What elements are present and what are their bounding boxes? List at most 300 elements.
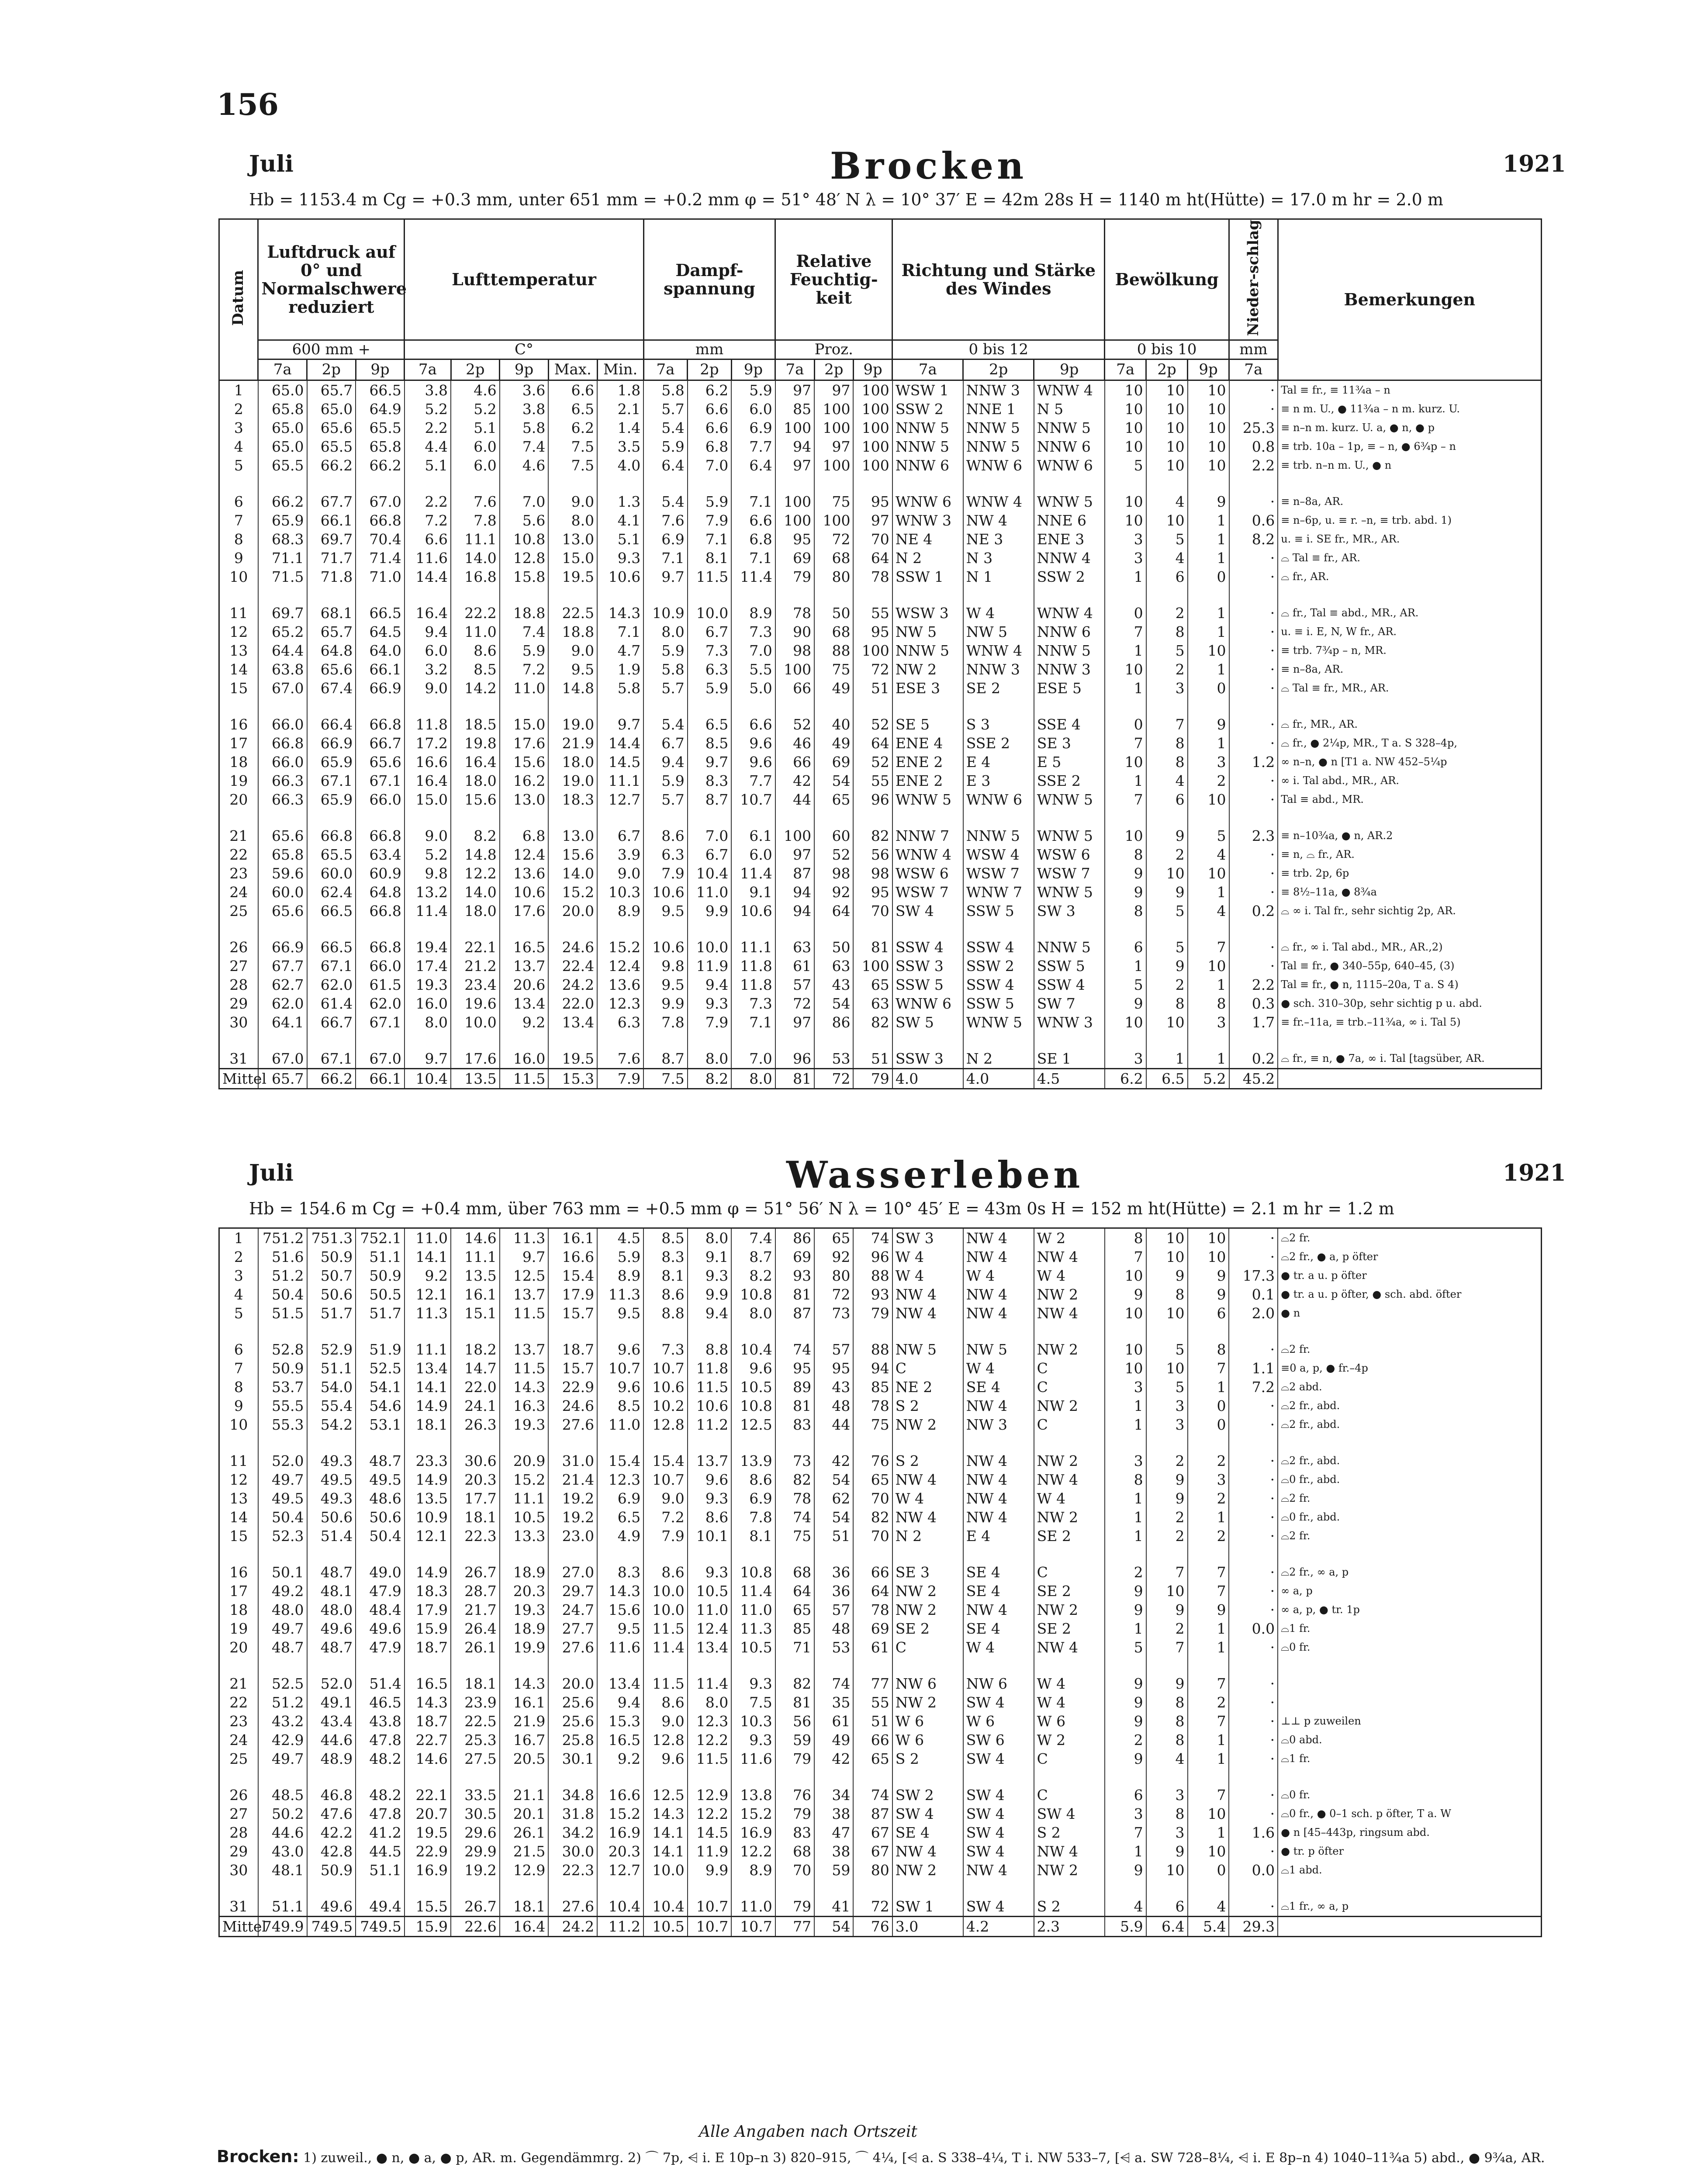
value-cell: 29.3 xyxy=(1229,1917,1278,1937)
dampf-unit: mm xyxy=(643,340,775,359)
value-cell: 8.0 xyxy=(643,622,688,641)
value-cell: 66.5 xyxy=(356,604,405,622)
value-cell: 14.3 xyxy=(500,1674,549,1693)
value-cell: 65 xyxy=(853,975,892,994)
value-cell: 9.0 xyxy=(643,1489,688,1508)
value-cell: 100 xyxy=(775,826,814,845)
remark-cell: ● tr. a u. p öfter, ● sch. abd. öfter xyxy=(1278,1285,1541,1304)
table-row xyxy=(219,975,1542,994)
value-cell: 6.1 xyxy=(731,826,775,845)
value-cell: 95 xyxy=(853,492,892,511)
value-cell: 69 xyxy=(853,1619,892,1638)
value-cell: NNE 6 xyxy=(1034,511,1105,530)
value-cell: NW 4 xyxy=(963,1600,1034,1619)
remark-cell: ⌓2 fr., abd. xyxy=(1278,1451,1541,1470)
value-cell: SSW 2 xyxy=(963,957,1034,975)
value-cell: 14.7 xyxy=(451,1359,500,1378)
value-cell: 11.1 xyxy=(597,771,643,790)
value-cell: 11.8 xyxy=(731,975,775,994)
value-cell: 7 xyxy=(219,511,258,530)
value-cell: NW 4 xyxy=(892,1304,963,1323)
value-cell: 36 xyxy=(814,1582,853,1600)
value-cell: 2 xyxy=(1146,1527,1188,1545)
value-cell: 1 xyxy=(1105,1489,1146,1508)
value-cell: 10 xyxy=(1146,380,1188,400)
value-cell: 26.1 xyxy=(451,1638,500,1657)
value-cell: 77 xyxy=(775,1917,814,1937)
remark-cell: ≡0 a, p, ● fr.–4p xyxy=(1278,1359,1541,1378)
value-cell: 67.0 xyxy=(258,1049,307,1069)
value-cell: 48.6 xyxy=(356,1489,405,1508)
value-cell: 9 xyxy=(1146,826,1188,845)
value-cell: 63 xyxy=(814,957,853,975)
value-cell: 8.1 xyxy=(688,549,732,567)
value-cell: 100 xyxy=(775,660,814,679)
value-cell: 7.5 xyxy=(548,437,597,456)
value-cell: 8.7 xyxy=(643,1049,688,1069)
value-cell: 9 xyxy=(1105,883,1146,902)
bewoelkung-unit: 0 bis 10 xyxy=(1105,340,1229,359)
value-cell: 4 xyxy=(1146,549,1188,567)
value-cell: 90 xyxy=(775,622,814,641)
table-row xyxy=(219,1228,1542,1248)
value-cell: 1 xyxy=(1105,957,1146,975)
value-cell: 10 xyxy=(1146,1304,1188,1323)
value-cell: 52 xyxy=(814,845,853,864)
value-cell: 10 xyxy=(1146,864,1188,883)
value-cell: 22.7 xyxy=(405,1731,451,1749)
value-cell: 25.3 xyxy=(1229,418,1278,437)
value-cell: 7.5 xyxy=(731,1693,775,1712)
value-cell: 3 xyxy=(1105,530,1146,549)
value-cell: 66.8 xyxy=(356,511,405,530)
table-row xyxy=(219,1897,1542,1917)
value-cell: · xyxy=(1229,1842,1278,1861)
value-cell: SSW 1 xyxy=(892,567,963,586)
value-cell: 12.5 xyxy=(643,1786,688,1804)
value-cell: 6.8 xyxy=(731,530,775,549)
obs-2p: 2p xyxy=(963,359,1034,380)
value-cell: 66.4 xyxy=(307,715,356,734)
value-cell: 12.4 xyxy=(597,957,643,975)
value-cell: 77 xyxy=(853,1674,892,1693)
value-cell: 60.9 xyxy=(356,864,405,883)
obs-7a: 7a xyxy=(643,359,688,380)
value-cell: 16.0 xyxy=(500,1049,549,1069)
value-cell: · xyxy=(1229,790,1278,809)
value-cell: 17.6 xyxy=(500,902,549,920)
table-row xyxy=(219,1749,1542,1768)
value-cell: 18.0 xyxy=(548,753,597,771)
value-cell: 20.7 xyxy=(405,1804,451,1823)
value-cell: NW 5 xyxy=(963,1340,1034,1359)
value-cell: 8.5 xyxy=(643,1228,688,1248)
value-cell: 29 xyxy=(219,994,258,1013)
value-cell: 11.0 xyxy=(688,883,732,902)
value-cell: N 2 xyxy=(963,1049,1034,1069)
value-cell: 8.2 xyxy=(1229,530,1278,549)
value-cell: 7.9 xyxy=(688,1013,732,1032)
value-cell: 5.6 xyxy=(500,511,549,530)
value-cell: 22.5 xyxy=(548,604,597,622)
value-cell: 751.3 xyxy=(307,1228,356,1248)
value-cell: 22.1 xyxy=(405,1786,451,1804)
value-cell: 100 xyxy=(775,418,814,437)
value-cell: 7.1 xyxy=(643,549,688,567)
value-cell: 8.6 xyxy=(643,1563,688,1582)
value-cell: 3.8 xyxy=(405,380,451,400)
value-cell: 10 xyxy=(1105,1266,1146,1285)
wasserleben-station-meta: Hb = 154.6 m Cg = +0.4 mm, über 763 mm = +0.5 mm φ = 51° 56′ N λ = 10° 45′ E = 43m 0s H = 152 m ht(Hütte) = 2.1 m hr = 1.2 m xyxy=(249,1199,1394,1218)
value-cell: 10 xyxy=(219,1415,258,1434)
value-cell: 82 xyxy=(853,1508,892,1527)
value-cell: NW 4 xyxy=(1034,1248,1105,1266)
value-cell: 67.4 xyxy=(307,679,356,698)
value-cell: 0 xyxy=(1188,1396,1229,1415)
value-cell: 74 xyxy=(775,1508,814,1527)
value-cell: SW 4 xyxy=(1034,1804,1105,1823)
value-cell: 14.4 xyxy=(597,734,643,753)
value-cell: 54.0 xyxy=(307,1378,356,1396)
value-cell: 752.1 xyxy=(356,1228,405,1248)
value-cell: 3 xyxy=(1146,1823,1188,1842)
value-cell: 42.9 xyxy=(258,1731,307,1749)
value-cell: 1 xyxy=(1105,1527,1146,1545)
value-cell: 63 xyxy=(775,938,814,957)
value-cell: WNW 5 xyxy=(1034,790,1105,809)
value-cell: 61 xyxy=(853,1638,892,1657)
value-cell: 7 xyxy=(1105,1248,1146,1266)
value-cell: 9.9 xyxy=(688,1285,732,1304)
value-cell: 8.9 xyxy=(597,1266,643,1285)
value-cell: 8 xyxy=(1146,994,1188,1013)
value-cell: 14.0 xyxy=(451,549,500,567)
value-cell: 20.0 xyxy=(548,902,597,920)
value-cell: 9.2 xyxy=(405,1266,451,1285)
value-cell: 38 xyxy=(814,1804,853,1823)
value-cell: 62 xyxy=(814,1489,853,1508)
value-cell: 1 xyxy=(1105,1415,1146,1434)
value-cell: 6.6 xyxy=(731,511,775,530)
value-cell: 8.2 xyxy=(451,826,500,845)
value-cell: 13.5 xyxy=(405,1489,451,1508)
value-cell: 5 xyxy=(1105,1638,1146,1657)
feuchte-unit: Proz. xyxy=(775,340,892,359)
remark-cell: ⌓0 fr. xyxy=(1278,1638,1541,1657)
value-cell: 0.0 xyxy=(1229,1619,1278,1638)
value-cell: 1 xyxy=(1146,1049,1188,1069)
remark-cell: Tal ≡ fr., ● n, 1115–20a, T a. S 4) xyxy=(1278,975,1541,994)
value-cell: 65.0 xyxy=(258,418,307,437)
value-cell: 11.9 xyxy=(688,957,732,975)
value-cell: 9 xyxy=(1105,994,1146,1013)
col-wind-header: Richtung und Stärke des Windes xyxy=(892,219,1105,340)
value-cell: 7 xyxy=(1188,1359,1229,1378)
value-cell: 66.2 xyxy=(258,492,307,511)
value-cell: 5.2 xyxy=(1188,1069,1229,1089)
value-cell: 60.0 xyxy=(307,864,356,883)
value-cell: 5.2 xyxy=(405,845,451,864)
value-cell: 44.6 xyxy=(307,1731,356,1749)
value-cell: 1 xyxy=(1105,679,1146,698)
value-cell: 9 xyxy=(1105,1285,1146,1304)
value-cell: 8.9 xyxy=(731,1861,775,1880)
value-cell: 8.0 xyxy=(688,1693,732,1712)
value-cell: 12.5 xyxy=(731,1415,775,1434)
value-cell: S 2 xyxy=(892,1749,963,1768)
value-cell: 36 xyxy=(814,1563,853,1582)
value-cell: 18.2 xyxy=(451,1340,500,1359)
value-cell: 10.7 xyxy=(731,790,775,809)
value-cell: W 4 xyxy=(892,1266,963,1285)
remark-cell: ∞ a, p xyxy=(1278,1582,1541,1600)
value-cell: N 5 xyxy=(1034,400,1105,418)
value-cell: 87 xyxy=(853,1804,892,1823)
value-cell: 62.0 xyxy=(356,994,405,1013)
value-cell: 18.1 xyxy=(500,1897,549,1917)
value-cell: 11.4 xyxy=(731,567,775,586)
value-cell: 26 xyxy=(219,938,258,957)
value-cell: 69 xyxy=(814,753,853,771)
value-cell: 11.4 xyxy=(731,864,775,883)
value-cell: NW 2 xyxy=(1034,1600,1105,1619)
value-cell: 9 xyxy=(1105,1749,1146,1768)
value-cell: NNW 5 xyxy=(963,418,1034,437)
value-cell: 65 xyxy=(775,1600,814,1619)
value-cell: 10.2 xyxy=(643,1396,688,1415)
value-cell: NNE 1 xyxy=(963,400,1034,418)
value-cell: 71.1 xyxy=(258,549,307,567)
value-cell: SSW 3 xyxy=(892,1049,963,1069)
value-cell: 97 xyxy=(775,1013,814,1032)
value-cell: 49.1 xyxy=(307,1693,356,1712)
value-cell: 13 xyxy=(219,1489,258,1508)
value-cell: 50.4 xyxy=(356,1527,405,1545)
value-cell: 6 xyxy=(1105,938,1146,957)
value-cell: 18 xyxy=(219,753,258,771)
value-cell: 79 xyxy=(775,567,814,586)
value-cell: 1 xyxy=(1188,511,1229,530)
value-cell: 10.0 xyxy=(688,938,732,957)
value-cell: 0.3 xyxy=(1229,994,1278,1013)
value-cell: 751.2 xyxy=(258,1228,307,1248)
value-cell: SSW 5 xyxy=(1034,957,1105,975)
remark-cell: ≡ n m. U., ● 11¾a – n m. kurz. U. xyxy=(1278,400,1541,418)
value-cell: 78 xyxy=(775,1489,814,1508)
value-cell: 10 xyxy=(1105,753,1146,771)
value-cell: 68 xyxy=(775,1563,814,1582)
value-cell: 10.8 xyxy=(731,1563,775,1582)
value-cell: 8.6 xyxy=(643,1285,688,1304)
value-cell: 30 xyxy=(219,1013,258,1032)
value-cell: 6.0 xyxy=(451,456,500,475)
value-cell: 9.4 xyxy=(597,1693,643,1712)
value-cell: 70.4 xyxy=(356,530,405,549)
value-cell: 54.1 xyxy=(356,1378,405,1396)
value-cell: 4.0 xyxy=(597,456,643,475)
value-cell: ENE 2 xyxy=(892,771,963,790)
value-cell: 49.5 xyxy=(356,1470,405,1489)
value-cell: 12 xyxy=(219,1470,258,1489)
value-cell: 8.2 xyxy=(731,1266,775,1285)
value-cell: 87 xyxy=(775,864,814,883)
niederschlag-unit: mm xyxy=(1229,340,1278,359)
value-cell: 72 xyxy=(853,660,892,679)
value-cell: 47.9 xyxy=(356,1638,405,1657)
value-cell: 9.3 xyxy=(688,1489,732,1508)
value-cell: 12.1 xyxy=(405,1527,451,1545)
value-cell: 5 xyxy=(1105,456,1146,475)
value-cell: Mittel xyxy=(219,1069,258,1089)
value-cell: 10 xyxy=(1146,1248,1188,1266)
value-cell: 75 xyxy=(814,660,853,679)
col-lufttemperatur-header: Lufttemperatur xyxy=(405,219,643,340)
value-cell: 69.7 xyxy=(307,530,356,549)
table-row xyxy=(219,492,1542,511)
value-cell: 2 xyxy=(1146,975,1188,994)
value-cell: 17.3 xyxy=(1229,1266,1278,1285)
value-cell: · xyxy=(1229,1786,1278,1804)
value-cell: 16.5 xyxy=(405,1674,451,1693)
value-cell: 50.2 xyxy=(258,1804,307,1823)
value-cell: WNW 4 xyxy=(963,641,1034,660)
value-cell: NNW 4 xyxy=(1034,549,1105,567)
value-cell: 2.1 xyxy=(597,400,643,418)
value-cell: 9 xyxy=(1188,1600,1229,1619)
value-cell: 24.6 xyxy=(548,1396,597,1415)
value-cell: 12.3 xyxy=(688,1712,732,1731)
value-cell: 66.5 xyxy=(307,938,356,957)
value-cell: 17.6 xyxy=(451,1049,500,1069)
value-cell: 1 xyxy=(1188,1638,1229,1657)
value-cell: 20.3 xyxy=(500,1582,549,1600)
value-cell: N 2 xyxy=(892,1527,963,1545)
value-cell: NNW 6 xyxy=(1034,622,1105,641)
value-cell: · xyxy=(1229,1712,1278,1731)
value-cell: 47.8 xyxy=(356,1804,405,1823)
value-cell: 6.4 xyxy=(731,456,775,475)
value-cell: W 6 xyxy=(1034,1712,1105,1731)
value-cell: 16.4 xyxy=(500,1917,549,1937)
table-row xyxy=(219,567,1542,586)
table-row xyxy=(219,994,1542,1013)
remark-cell: ≡ trb. 2p, 6p xyxy=(1278,864,1541,883)
value-cell: 21.5 xyxy=(500,1842,549,1861)
value-cell: 0.8 xyxy=(1229,437,1278,456)
value-cell: 19.5 xyxy=(405,1823,451,1842)
value-cell: 9 xyxy=(1188,492,1229,511)
value-cell: 75 xyxy=(853,1415,892,1434)
value-cell: 9.6 xyxy=(597,1378,643,1396)
temperatur-unit: C° xyxy=(405,340,643,359)
value-cell: ESE 5 xyxy=(1034,679,1105,698)
value-cell: 9.5 xyxy=(643,902,688,920)
value-cell: NW 4 xyxy=(963,511,1034,530)
wasserleben-station-title: Wasserleben xyxy=(786,1153,1084,1196)
value-cell: SSW 5 xyxy=(963,994,1034,1013)
table-row xyxy=(219,826,1542,845)
value-cell: 66.2 xyxy=(356,456,405,475)
value-cell: 9.9 xyxy=(688,1861,732,1880)
value-cell: 65.8 xyxy=(356,437,405,456)
value-cell: NNW 5 xyxy=(892,437,963,456)
value-cell: 7.8 xyxy=(643,1013,688,1032)
remark-cell: ⌓0 fr., ● 0–1 sch. p öfter, T a. W xyxy=(1278,1804,1541,1823)
value-cell: 9.7 xyxy=(500,1248,549,1266)
value-cell: W 2 xyxy=(1034,1228,1105,1248)
table-row xyxy=(219,1619,1542,1638)
value-cell: 50.5 xyxy=(356,1285,405,1304)
value-cell: 11.0 xyxy=(731,1600,775,1619)
value-cell: SE 2 xyxy=(1034,1619,1105,1638)
value-cell: 11 xyxy=(219,604,258,622)
value-cell: 8.9 xyxy=(731,604,775,622)
value-cell: 13.4 xyxy=(688,1638,732,1657)
remark-cell: ⌓1 fr. xyxy=(1278,1749,1541,1768)
value-cell: 14.1 xyxy=(405,1248,451,1266)
value-cell: 7 xyxy=(1146,1638,1188,1657)
value-cell: 100 xyxy=(853,957,892,975)
value-cell: NW 2 xyxy=(892,1415,963,1434)
value-cell: 7.9 xyxy=(688,511,732,530)
value-cell: 8 xyxy=(1146,1712,1188,1731)
value-cell: 50.9 xyxy=(258,1359,307,1378)
value-cell: · xyxy=(1229,380,1278,400)
value-cell: 12.2 xyxy=(688,1804,732,1823)
value-cell: 8 xyxy=(219,530,258,549)
value-cell: 27 xyxy=(219,957,258,975)
remark-cell: ≡ trb. n–n m. U., ● n xyxy=(1278,456,1541,475)
value-cell: 1.9 xyxy=(597,660,643,679)
value-cell: 1 xyxy=(1188,1749,1229,1768)
value-cell: 9 xyxy=(1146,1266,1188,1285)
value-cell: 55 xyxy=(853,771,892,790)
value-cell: 14.6 xyxy=(405,1749,451,1768)
value-cell: SSE 2 xyxy=(1034,771,1105,790)
remark-cell: ≡ 8½–11a, ● 8¾a xyxy=(1278,883,1541,902)
value-cell: SSW 4 xyxy=(1034,975,1105,994)
value-cell: 5.8 xyxy=(643,660,688,679)
value-cell: 2.2 xyxy=(1229,975,1278,994)
value-cell: 51.4 xyxy=(356,1674,405,1693)
value-cell: WSW 7 xyxy=(1034,864,1105,883)
row-spacer xyxy=(219,920,1542,938)
value-cell: 62.0 xyxy=(307,975,356,994)
value-cell: NW 4 xyxy=(963,1489,1034,1508)
value-cell: NW 4 xyxy=(892,1470,963,1489)
value-cell: 9 xyxy=(1146,957,1188,975)
value-cell: 65 xyxy=(853,1749,892,1768)
value-cell: 9.5 xyxy=(643,975,688,994)
value-cell: · xyxy=(1229,660,1278,679)
value-cell: 46.5 xyxy=(356,1693,405,1712)
value-cell: 22.9 xyxy=(405,1842,451,1861)
value-cell: ENE 4 xyxy=(892,734,963,753)
value-cell: 57 xyxy=(814,1600,853,1619)
value-cell: 13.4 xyxy=(597,1674,643,1693)
value-cell: 20.3 xyxy=(597,1842,643,1861)
value-cell: SE 2 xyxy=(963,679,1034,698)
value-cell: 66.1 xyxy=(356,1069,405,1089)
value-cell: 49.3 xyxy=(307,1451,356,1470)
remark-cell: ∞ a, p, ● tr. 1p xyxy=(1278,1600,1541,1619)
remark-cell: ≡ n–8a, AR. xyxy=(1278,660,1541,679)
value-cell: 4.1 xyxy=(597,511,643,530)
value-cell: 88 xyxy=(853,1340,892,1359)
value-cell: 7 xyxy=(1146,1563,1188,1582)
value-cell: 14.6 xyxy=(451,1228,500,1248)
value-cell: 63.8 xyxy=(258,660,307,679)
